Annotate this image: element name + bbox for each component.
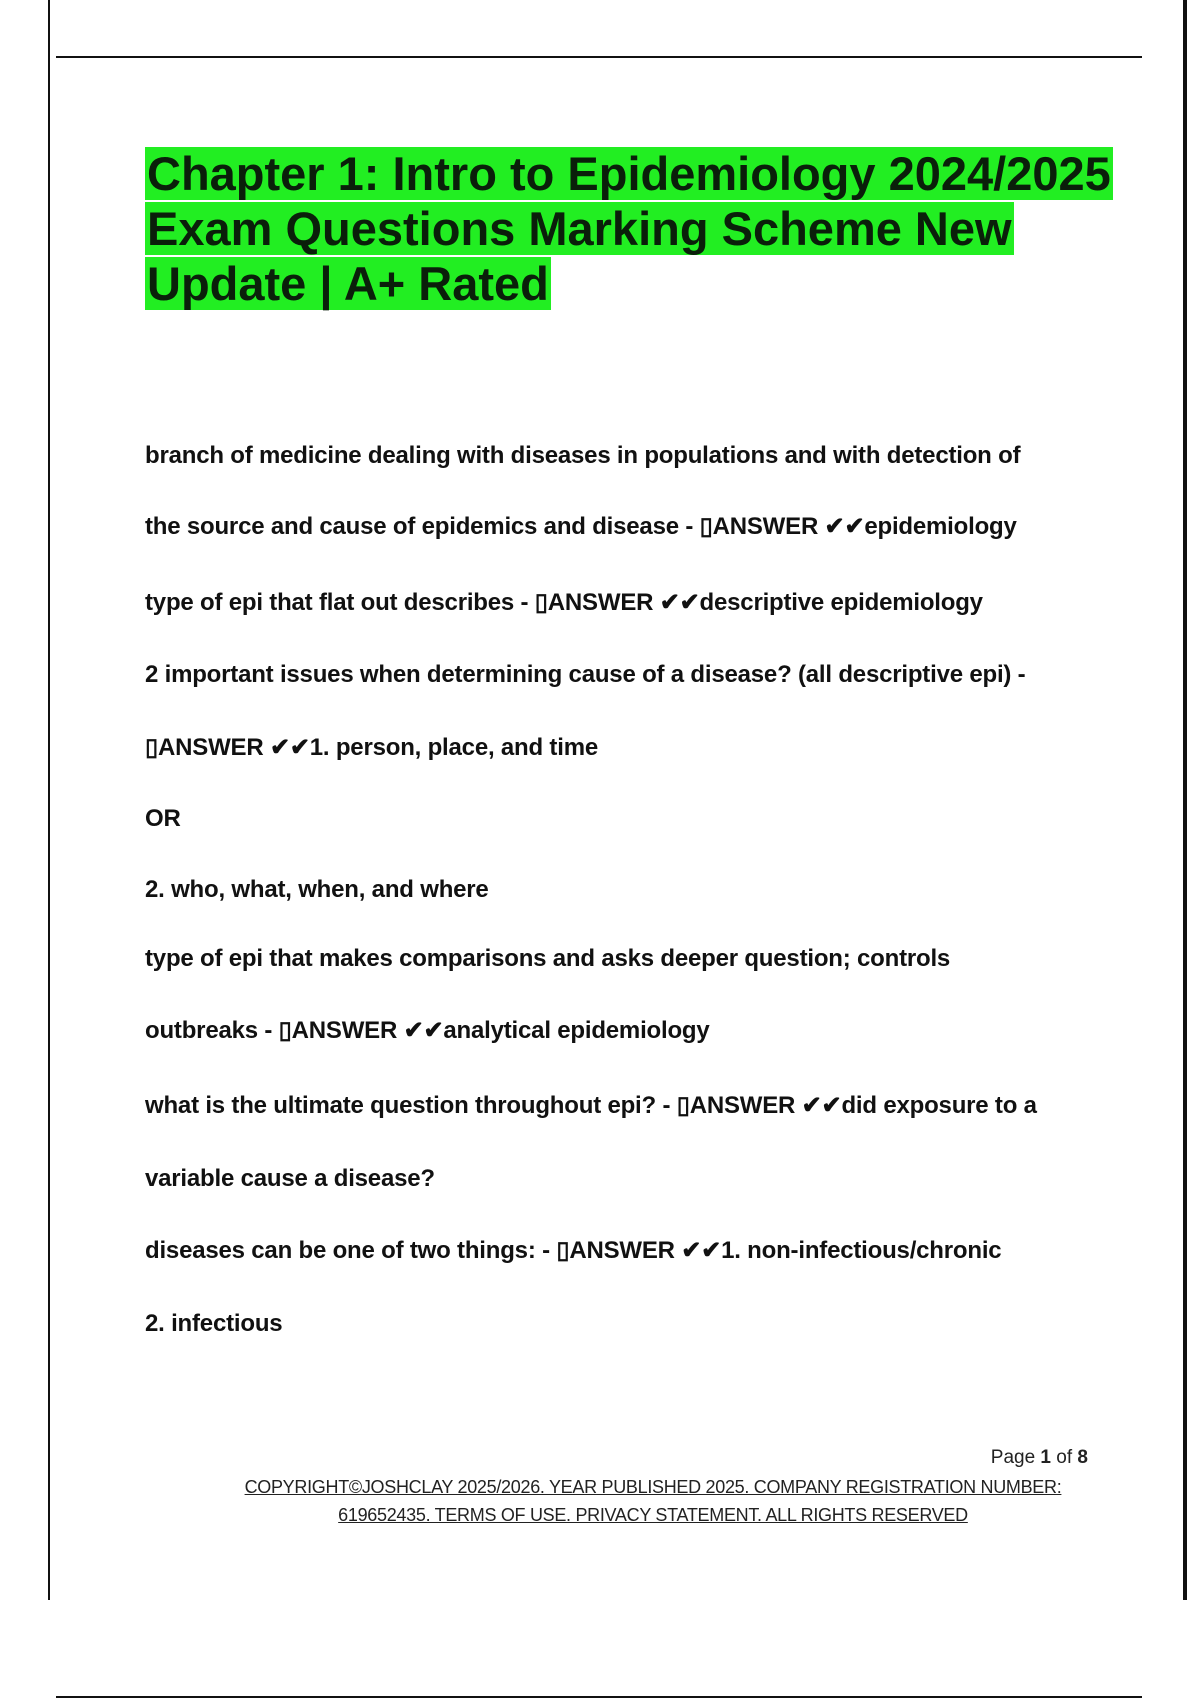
body-line: the source and cause of epidemics and disease - ▯ANSWER ✔✔epidemiology: [145, 513, 1017, 540]
copyright-line: 619652435. TERMS OF USE. PRIVACY STATEMENT. ALL RIGHTS RESERVED: [338, 1505, 968, 1525]
body-line: 2 important issues when determining cause of a disease? (all descriptive epi) -: [145, 661, 1026, 688]
body-line: what is the ultimate question throughout epi? - ▯ANSWER ✔✔did exposure to a: [145, 1092, 1037, 1119]
body-line: 2. who, what, when, and where: [145, 876, 489, 903]
body-line: variable cause a disease?: [145, 1165, 435, 1192]
document-title: [145, 146, 1145, 311]
document-title-text: Chapter 1: Intro to Epidemiology 2024/2025 Exam Questions Marking Scheme New Update | A+ Rated: [147, 147, 1111, 310]
body-line: ▯ANSWER ✔✔1. person, place, and time: [145, 734, 598, 761]
page-of-label: of: [1056, 1447, 1073, 1468]
copyright-line: COPYRIGHT©JOSHCLAY 2025/2026. YEAR PUBLISHED 2025. COMPANY REGISTRATION NUMBER:: [244, 1477, 1062, 1497]
page-number: [991, 1447, 1088, 1469]
body-line: diseases can be one of two things: - ▯ANSWER ✔✔1. non-infectious/chronic: [145, 1237, 1002, 1264]
page-border-right: [1183, 0, 1187, 1600]
body-line: branch of medicine dealing with diseases in populations and with detection of: [145, 442, 1021, 469]
page-current: 1: [1040, 1447, 1051, 1468]
page-label: Page: [990, 1447, 1036, 1468]
body-line: type of epi that makes comparisons and asks deeper question; controls: [145, 945, 951, 972]
copyright-notice: [218, 1473, 1088, 1529]
header-rule: [56, 56, 1142, 58]
page-border-left: [48, 0, 50, 1600]
body-line: type of epi that flat out describes - ▯ANSWER ✔✔descriptive epidemiology: [145, 589, 983, 616]
page-total: 8: [1077, 1447, 1088, 1468]
bottom-rule: [56, 1696, 1142, 1698]
body-line: OR: [145, 805, 181, 832]
body-line: outbreaks - ▯ANSWER ✔✔analytical epidemiology: [145, 1017, 710, 1044]
body-line: 2. infectious: [145, 1310, 283, 1337]
